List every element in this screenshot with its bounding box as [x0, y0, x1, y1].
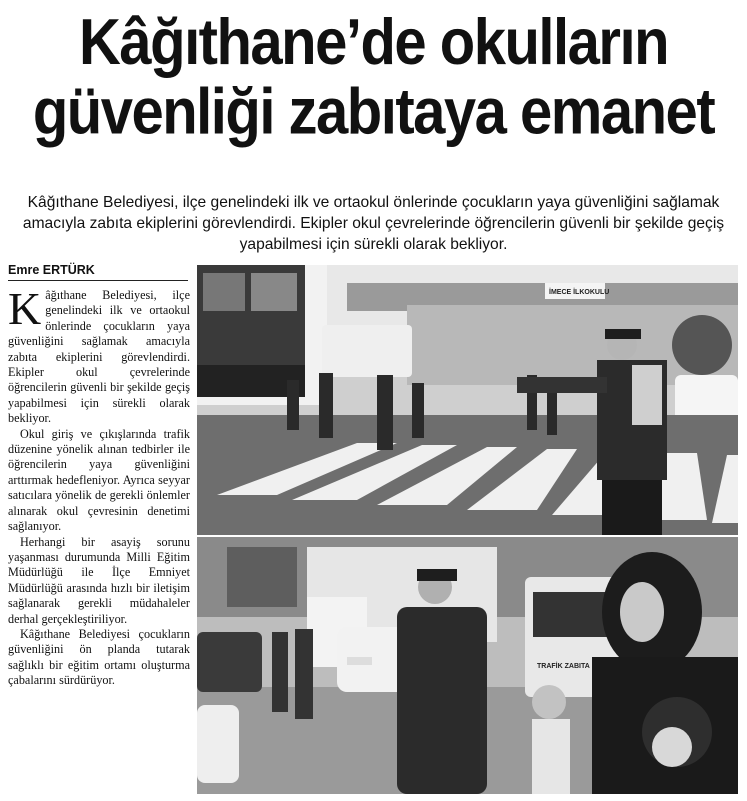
article-body — [8, 283, 190, 689]
article-deck: Kâğıthane Belediyesi, ilçe genelindeki ilk ve ortaokul önlerinde çocukların yaya güvenliğini sağlamak amacıyla zabıta ekiplerini görevlendirdi. Ekipler okul çevrelerinde öğrencilerin güvenli bir şekilde geçiş yapabilmesi için sürekli olarak bekliyor. — [22, 194, 725, 253]
drop-cap: K — [8, 283, 42, 334]
photo-school-crossing — [197, 265, 738, 535]
photo-street-traffic — [197, 537, 738, 794]
paragraph-4: Kâğıthane Belediyesi çocukların güvenliğini ön planda tutarak sağlıklı bir eğitim ortamı oluşturma çabalarını sürdürüyor. — [8, 626, 190, 688]
paragraph-2: Okul giriş ve çıkışlarında trafik düzenine yönelik alınan tedbirler ile öğrencilerin yaya güvenliğini arttırmak hedefleniyor. Ayrıca seyyar satıcılara yönelik de gerekli önlemler alınarak okul çevresinin denetimi sağlanıyor. — [8, 426, 190, 534]
paragraph-3: Herhangi bir asayiş sorunu yaşanması durumunda Milli Eğitim Müdürlüğü ile İlçe Emniyet Müdürlüğü arasında hızlı bir iletişim sağlanarak gerekli müdahaleler derhal gerçekleştiriliyor. — [8, 534, 190, 626]
paragraph-1-text: âğıthane Belediyesi, ilçe genelindeki ilk ve ortaokul önlerinde çocukların yaya güvenliğini sağlamak amacıyla zabıta ekiplerini görevlendirdi. Ekipler okul çevrelerinde öğrencilerin güvenli bir şekilde geçiş yapabilmesi için sürekli olarak bekliyor. — [8, 288, 190, 426]
school-sign: İMECE İLKOKULU — [549, 289, 610, 296]
byline: Emre ERTÜRK — [8, 263, 188, 281]
headline-line-2: güvenliği zabıtaya emanet — [32, 75, 715, 148]
headline-line-1: Kâğıthane’de okulların — [79, 5, 668, 79]
vehicle-sign: TRAFİK ZABITA — [537, 663, 590, 670]
headline — [0, 5, 747, 148]
paragraph-1 — [8, 283, 190, 427]
